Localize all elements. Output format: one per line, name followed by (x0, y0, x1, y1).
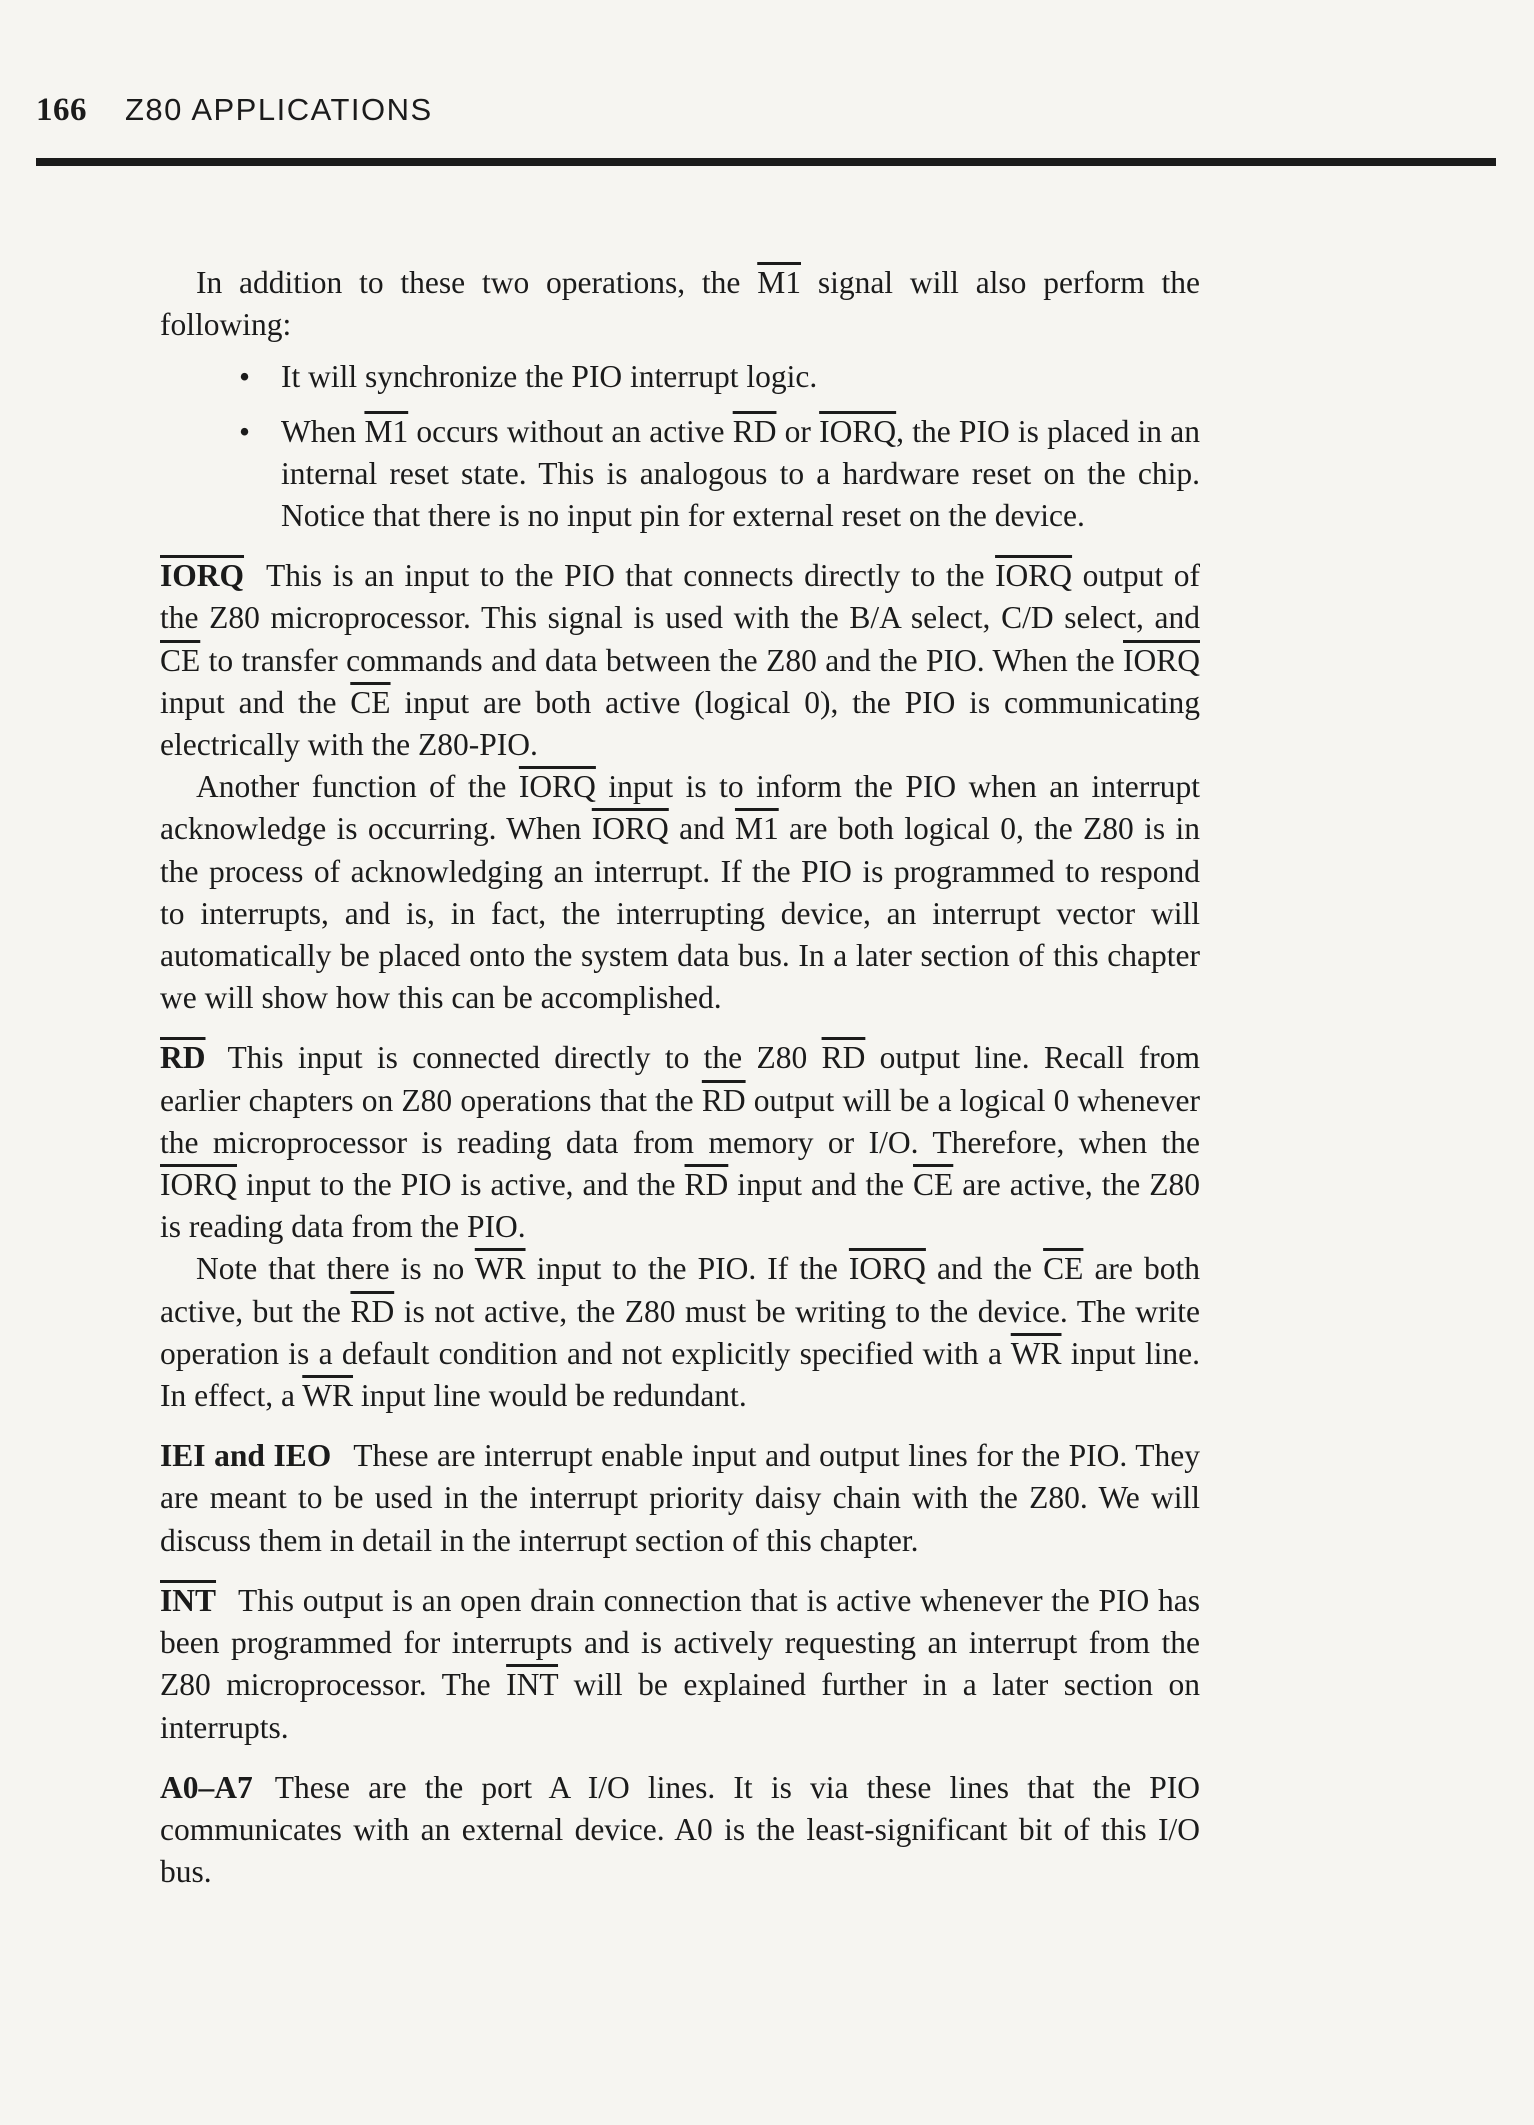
signal-ce: $\overline{CE}$ (350, 684, 391, 720)
signal-rd: $\overline{RD}$ (684, 1167, 729, 1203)
signal-iorq: IORQ (995, 558, 1073, 594)
page-number: 166 (36, 92, 87, 128)
intro-paragraph: In addition to these two operations, the M1 signal will also perform the following: (160, 265, 1200, 343)
page-header (36, 92, 433, 129)
signal-iorq: IORQ (160, 1167, 237, 1203)
term-rd: $\overline{RD}$ (160, 1040, 206, 1076)
signal-wr: $\overline{WR}$ (1010, 1335, 1062, 1371)
bullet-list (160, 356, 1200, 537)
list-item: • When M1 occurs without an active $\overline{RD}$ or IORQ, the PIO is placed in an internal reset state. This is analogous to a hardware reset on the chip. Notice that there is no input pin for external reset on the device. (281, 411, 1200, 538)
running-title: Z80 APPLICATIONS (125, 92, 433, 127)
signal-m1: M1 (734, 811, 779, 847)
term-a0-a7: A0–A7 (160, 1769, 253, 1805)
header-rule (36, 158, 1496, 166)
term-iorq: IORQ (160, 558, 245, 594)
term-int: $\overline{INT}$ (160, 1582, 217, 1618)
signal-iorq: IORQ (848, 1251, 926, 1287)
signal-wr: $\overline{WR}$ (474, 1251, 526, 1287)
signal-iorq: IORQ (518, 769, 596, 805)
rd-paragraph-2: Note that there is no $\overline{WR}$ input to the PIO. If the IORQ and the $\overline{CE}$ are both active, but the $\overline{RD}$ is not active, the Z80 must be writing to the device. The write operation is a default condition and not explicitly specified with a $\overline{WR}$ input line. In effect, a $\overline{WR}$ input line would be redundant. (160, 1251, 1200, 1414)
list-item: • It will synchronize the PIO interrupt logic. (281, 356, 1200, 398)
signal-rd: $\overline{RD}$ (821, 1040, 866, 1076)
signal-ce: $\overline{CE}$ (1043, 1251, 1084, 1287)
int-paragraph: $\overline{INT}$ This output is an open drain connection that is active whenever the PIO has been programmed for interrupts and is actively requesting an interrupt from the Z80 microprocessor. The $\overline{INT}$ will be explained further in a later section on interrupts. (160, 1582, 1200, 1745)
signal-m1: M1 (364, 413, 409, 449)
page-body (160, 262, 1200, 1893)
iorq-paragraph: IORQ This is an input to the PIO that connects directly to the IORQ output of the Z80 microprocessor. This signal is used with the B/A select, C/D select, and $\overline{CE}$ to transfer commands and data between the Z80 and the PIO. When the IORQ input and the $\overline{CE}$ input are both active (logical 0), the PIO is communicating electrically with the Z80-PIO. (160, 558, 1200, 763)
signal-iorq: IORQ (1123, 642, 1200, 678)
signal-ce: $\overline{CE}$ (160, 642, 201, 678)
signal-rd: $\overline{RD}$ (350, 1293, 395, 1329)
iei-ieo-paragraph: IEI and IEO These are interrupt enable input and output lines for the PIO. They are meant to be used in the interrupt priority daisy chain with the Z80. We will discuss them in detail in the interrupt section of this chapter. (160, 1438, 1200, 1558)
bullet-icon: • (239, 413, 251, 449)
signal-ce: $\overline{CE}$ (913, 1167, 954, 1203)
term-iei-ieo: IEI and IEO (160, 1438, 332, 1474)
signal-m1: M1 (757, 265, 801, 300)
rd-paragraph: $\overline{RD}$ This input is connected directly to the Z80 $\overline{RD}$ output line. Recall from earlier chapters on Z80 operations that the $\overline{RD}$ output will be a logical 0 whenever the microprocessor is reading data from memory or I/O. Therefore, when the IORQ input to the PIO is active, and the $\overline{RD}$ input and the $\overline{CE}$ are active, the Z80 is reading data from the PIO. (160, 1040, 1201, 1245)
signal-int: $\overline{INT}$ (506, 1667, 559, 1703)
iorq-paragraph-2: Another function of the IORQ input is to inform the PIO when an interrupt acknowledge is occurring. When IORQ and M1 are both logical 0, the Z80 is in the process of acknowledging an interrupt. If the PIO is programmed to respond to interrupts, and is, in fact, the interrupting device, an interrupt vector will automatically be placed onto the system data bus. In a later section of this chapter we will show how this can be accomplished. (160, 769, 1200, 1016)
bullet-icon: • (239, 359, 251, 395)
signal-rd: $\overline{RD}$ (701, 1082, 746, 1118)
signal-iorq: IORQ (591, 811, 669, 847)
signal-iorq: IORQ (819, 413, 897, 449)
signal-rd: $\overline{RD}$ (732, 413, 777, 449)
a0-a7-paragraph: A0–A7 These are the port A I/O lines. It is via these lines that the PIO communicates with an external device. A0 is the least-significant bit of this I/O bus. (160, 1769, 1200, 1890)
signal-wr: $\overline{WR}$ (302, 1378, 354, 1414)
